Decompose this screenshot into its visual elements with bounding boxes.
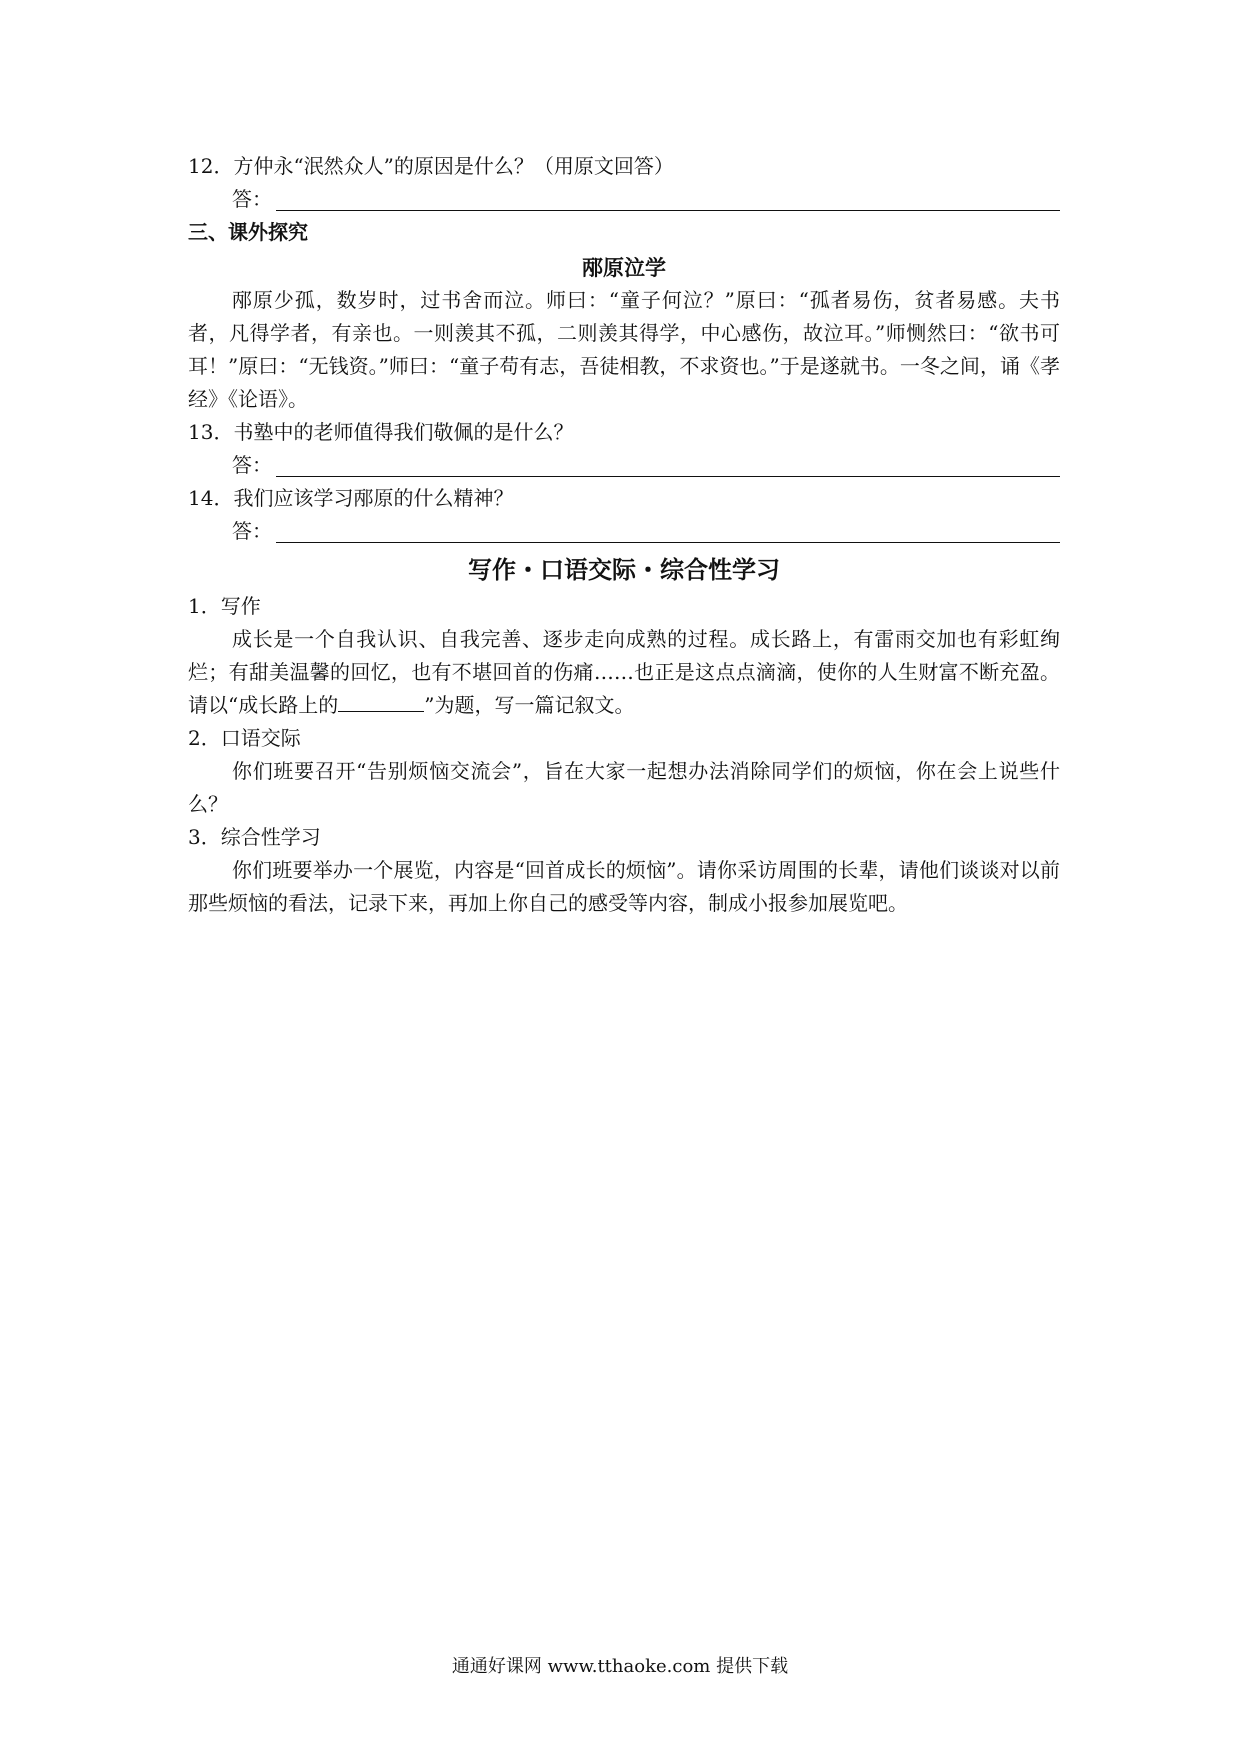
writing-item1-heading: 1．写作 [188,594,261,618]
answer-row-14 [188,515,1060,548]
question-13: 13．书塾中的老师值得我们敬佩的是什么？ [188,420,574,444]
answer-row-12 [188,183,1060,216]
writing-item2-heading: 2．口语交际 [188,726,301,750]
writing-item1-text-after: ”为题，写一篇记叙文。 [424,693,635,717]
question-14: 14．我们应该学习邴原的什么精神？ [188,486,514,510]
story-paragraph: 邴原少孤，数岁时，过书舍而泣。师曰：“童子何泣？”原曰：“孤者易伤，贫者易感。夫书者，凡得学者，有亲也。一则羡其不孤，二则羡其得学，中心感伤，故泣耳。”师恻然曰：“欲书可耳！”原曰：“无钱资。”师曰：“童子苟有志，吾徒相教，不求资也。”于是遂就书。一冬之间，诵《孝经》《论语》。 [188,288,1060,411]
question-12: 12．方仲永“泯然众人”的原因是什么？（用原文回答） [188,154,674,178]
writing-item3-heading: 3．综合性学习 [188,825,321,849]
writing-item3-text: 你们班要举办一个展览，内容是“回首成长的烦恼”。请你采访周围的长辈，请他们谈谈对以前那些烦恼的看法，记录下来，再加上你自己的感受等内容，制成小报参加展览吧。 [188,858,1060,915]
writing-section-title: 写作・口语交际・综合性学习 [468,555,780,584]
answer-label-14: 答： [232,519,272,543]
section-heading-extracurricular: 三、课外探究 [188,220,308,244]
writing-item1-text-before: 成长是一个自我认识、自我完善、逐步走向成熟的过程。成长路上，有雷雨交加也有彩虹绚烂；有甜美温馨的回忆，也有不堪回首的伤痛……也正是这点点滴滴，使你的人生财富不断充盈。请以“成长路上的 [188,627,1060,717]
page-content [188,150,1060,920]
writing-item2-text: 你们班要召开“告别烦恼交流会”，旨在大家一起想办法消除同学们的烦恼，你在会上说些什么？ [188,759,1060,816]
page-footer: 通通好课网 www.tthaoke.com 提供下载 [451,1656,789,1677]
title-blank[interactable] [338,693,424,712]
answer-row-13 [188,449,1060,482]
answer-label-13: 答： [232,453,272,477]
answer-blank-12[interactable] [276,188,1060,211]
story-title: 邴原泣学 [582,255,666,280]
answer-label-12: 答： [232,187,272,211]
writing-item1-text [188,623,1060,722]
answer-blank-14[interactable] [276,520,1060,543]
answer-blank-13[interactable] [276,454,1060,477]
